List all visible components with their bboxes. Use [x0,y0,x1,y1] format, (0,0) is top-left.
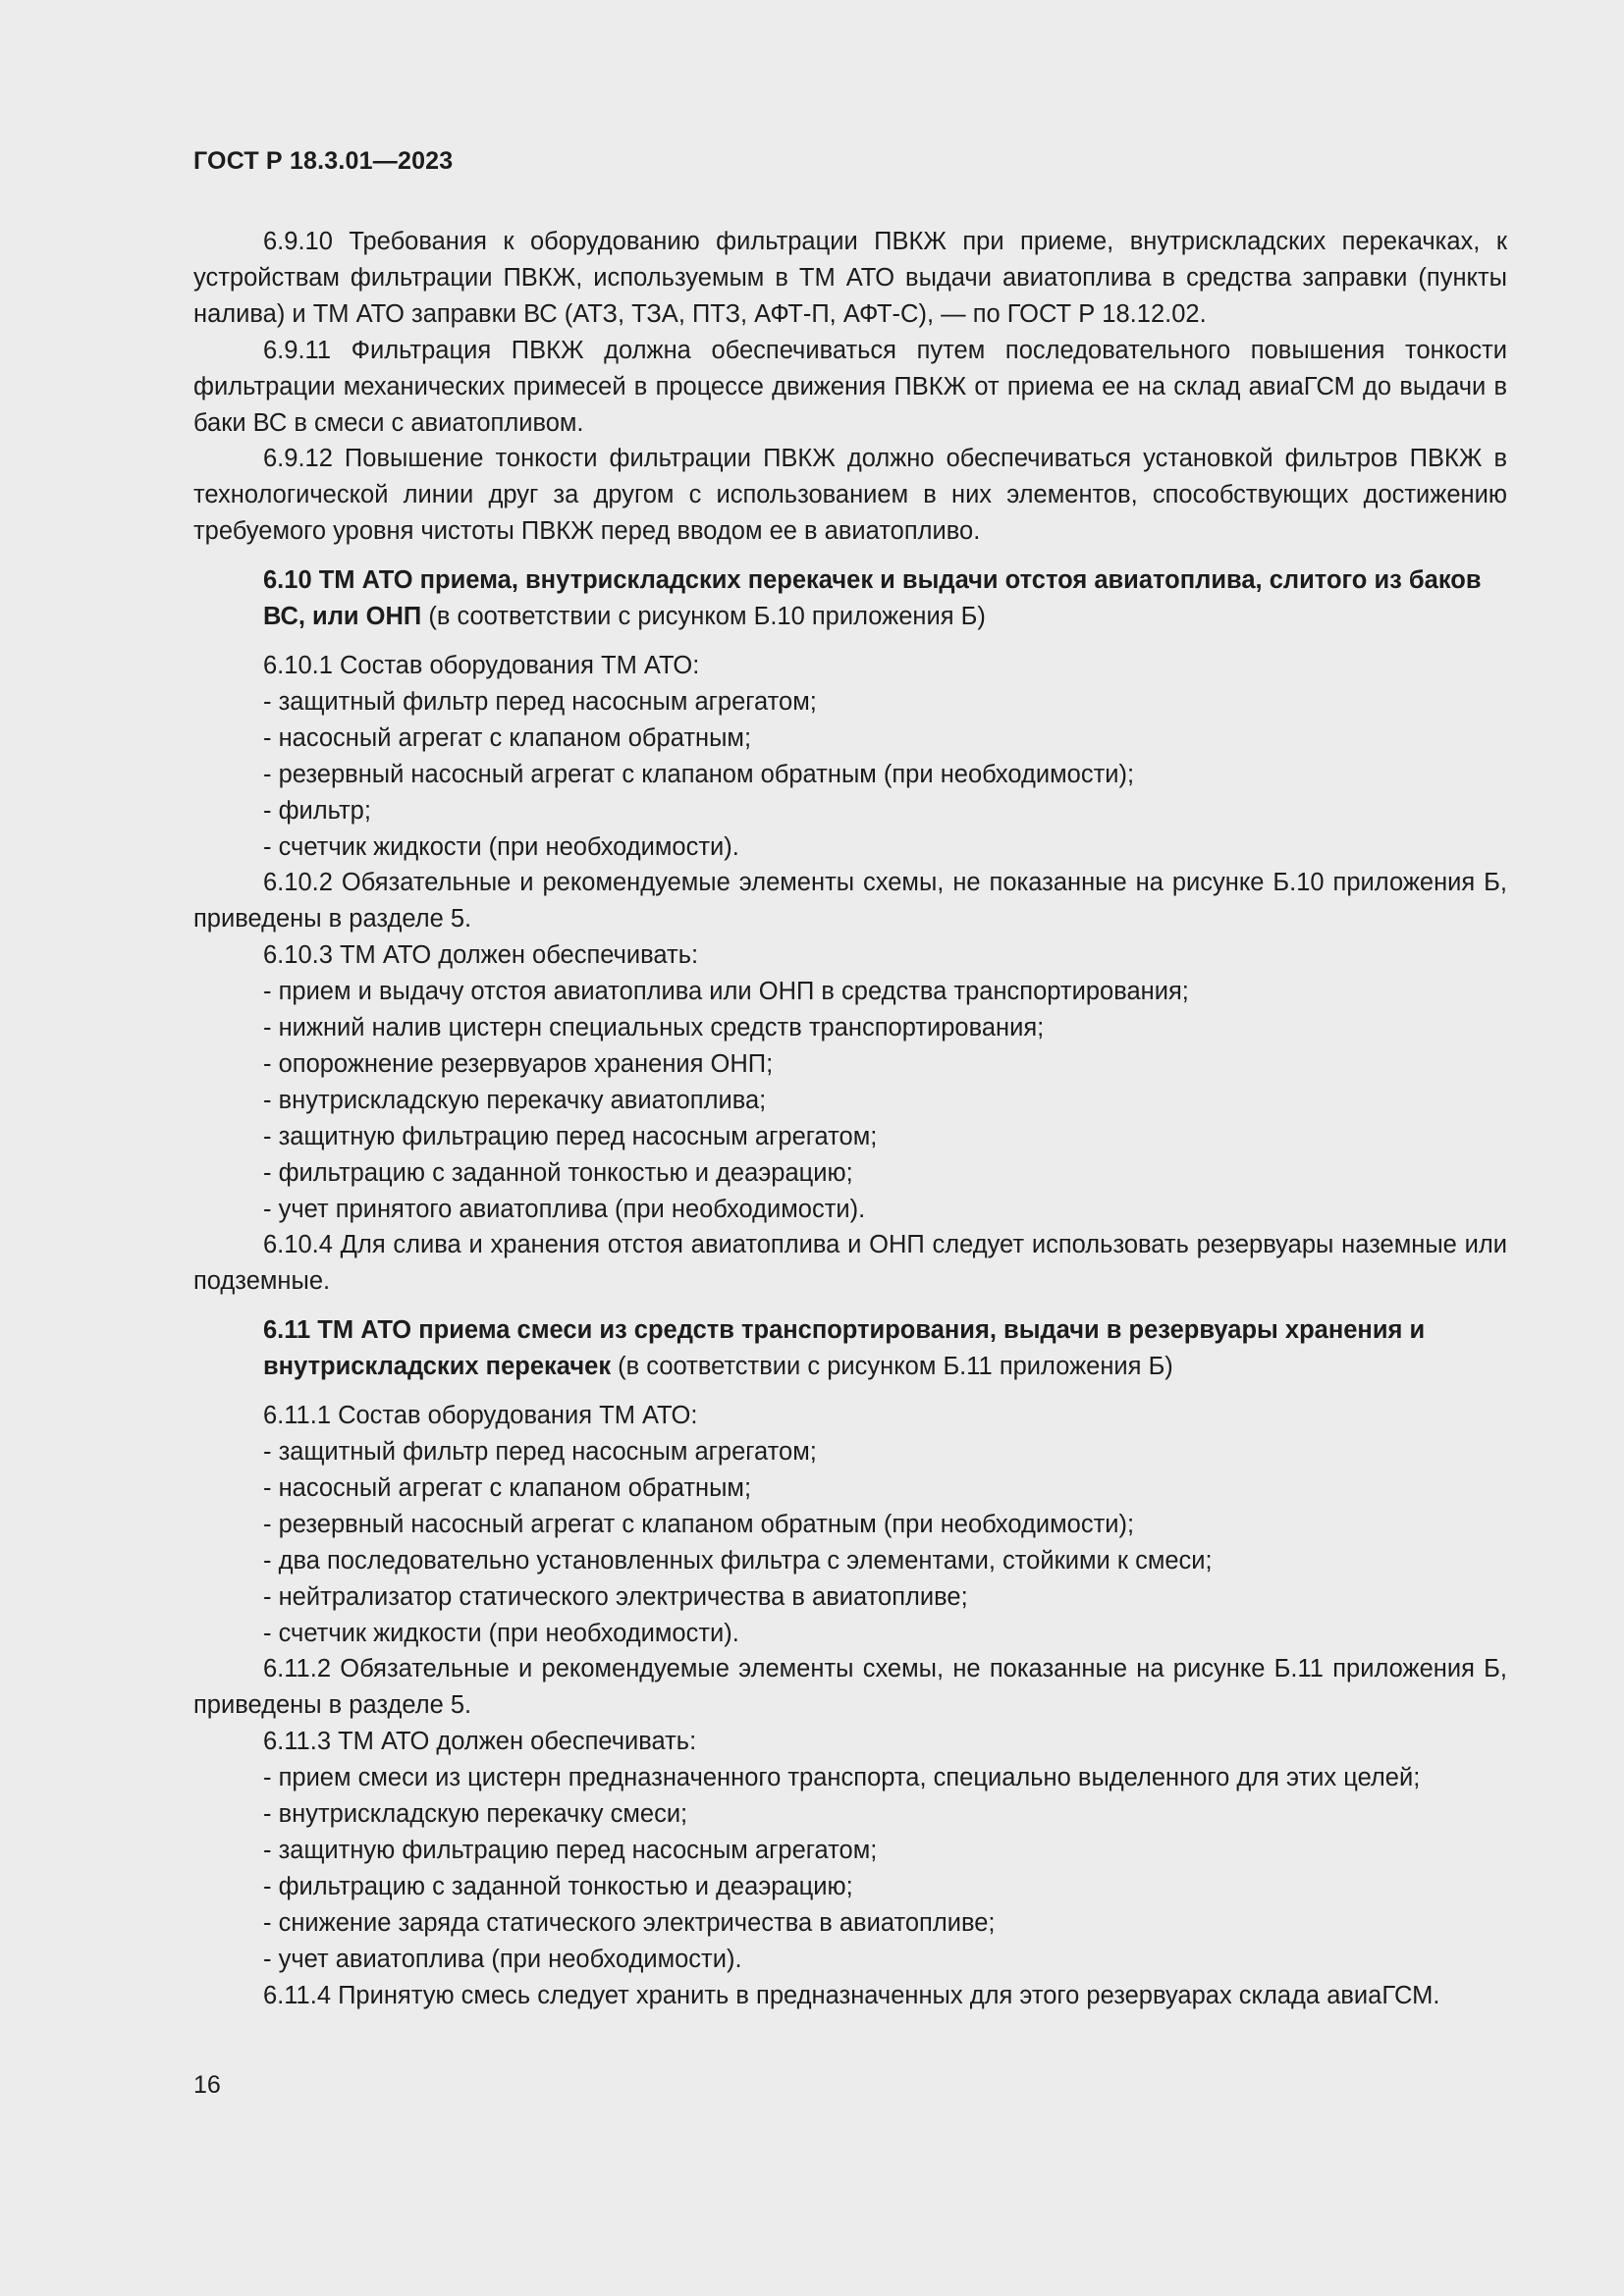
paragraph: 6.9.11 Фильтрация ПВКЖ должна обеспечиваться путем последовательного повышения тонкости фильтрации механических примесей в процессе движения ПВКЖ от приема ее на склад авиаГСМ до выдачи в баки ВС в смеси с авиатопливом. [193,336,1507,437]
list-item: - защитную фильтрацию перед насосным агрегатом; [263,1122,878,1150]
list-item: - защитный фильтр перед насосным агрегатом; [263,687,817,716]
paragraph: 6.11.4 Принятую смесь следует хранить в предназначенных для этого резервуарах склада авиаГСМ. [263,1981,1440,2009]
page-number: 16 [193,2071,221,2099]
list-item: - счетчик жидкости (при необходимости). [263,1619,739,1647]
paragraph: 6.10.4 Для слива и хранения отстоя авиатоплива и ОНП следует использовать резервуары наземные или подземные. [193,1231,1507,1296]
list-item: - внутрискладскую перекачку смеси; [263,1800,688,1829]
section-heading-title: 6.11 ТМ АТО приема смеси из средств транспортирования, выдачи в резервуары хранения и внутрискладских перекачек [263,1316,1426,1381]
list-item: - снижение заряда статического электричества в авиатопливе; [263,1908,996,1937]
list-item: 6.10.3 ТМ АТО должен обеспечивать: [263,941,699,970]
list-item: 6.11.1 Состав оборудования ТМ АТО: [263,1402,698,1430]
section-heading-reference: (в соответствии с рисунком Б.11 приложения Б) [611,1353,1173,1381]
section-heading-reference: (в соответствии с рисунком Б.10 приложения Б) [421,603,986,631]
list-item: - прием и выдачу отстоя авиатоплива или ОНП в средства транспортирования; [263,978,1189,1006]
list-item: - резервный насосный агрегат с клапаном обратным (при необходимости); [263,760,1135,788]
list-item: - насосный агрегат с клапаном обратным; [263,1473,752,1502]
list-item: - фильтрацию с заданной тонкостью и деаэрацию; [263,1872,853,1900]
list-item: - защитный фильтр перед насосным агрегатом; [263,1438,817,1466]
list-item: - счетчик жидкости (при необходимости). [263,832,739,861]
paragraph: 6.9.10 Требования к оборудованию фильтрации ПВКЖ при приеме, внутрискладских перекачках, к устройствам фильтрации ПВКЖ, используемым в ТМ АТО выдачи авиатоплива в средства заправки (пункты налива) и ТМ АТО заправки ВС (АТЗ, ТЗА, ПТЗ, АФТ-П, АФТ-С), — по ГОСТ Р 18.12.02. [193,228,1507,328]
list-item: 6.10.1 Состав оборудования ТМ АТО: [263,651,700,679]
list-item: - фильтр; [263,796,371,825]
list-item: - нейтрализатор статического электричества в авиатопливе; [263,1582,968,1611]
list-item: - учет принятого авиатоплива (при необходимости). [263,1195,866,1223]
list-item: - защитную фильтрацию перед насосным агрегатом; [263,1836,878,1864]
list-item: - два последовательно установленных фильтра с элементами, стойкими к смеси; [263,1546,1213,1575]
section-heading [193,1312,1507,1385]
list-item: - насосный агрегат с клапаном обратным; [263,723,752,752]
paragraph: 6.9.12 Повышение тонкости фильтрации ПВКЖ должно обеспечиваться установкой фильтров ПВКЖ в технологической линии друг за другом с использованием в них элементов, способствующих достижению требуемого уровня чистоты ПВКЖ перед вводом ее в авиатопливо. [193,445,1507,546]
document-body [193,224,1507,2014]
paragraph: 6.10.2 Обязательные и рекомендуемые элементы схемы, не показанные на рисунке Б.10 приложения Б, приведены в разделе 5. [193,869,1507,934]
list-item: - нижний налив цистерн специальных средств транспортирования; [263,1014,1045,1042]
list-item: - внутрискладскую перекачку авиатоплива; [263,1086,767,1114]
section-heading [193,562,1507,635]
document-header: ГОСТ Р 18.3.01—2023 [193,147,454,175]
list-item: - опорожнение резервуаров хранения ОНП; [263,1049,774,1078]
paragraph: 6.11.2 Обязательные и рекомендуемые элементы схемы, не показанные на рисунке Б.11 приложения Б, приведены в разделе 5. [193,1655,1507,1720]
list-item: - фильтрацию с заданной тонкостью и деаэрацию; [263,1158,853,1187]
list-item: - резервный насосный агрегат с клапаном обратным (при необходимости); [263,1510,1135,1538]
list-item: 6.11.3 ТМ АТО должен обеспечивать: [263,1728,697,1756]
section-heading-title: 6.10 ТМ АТО приема, внутрискладских перекачек и выдачи отстоя авиатоплива, слитого из баков ВС, или ОНП [263,566,1482,631]
list-item: - учет авиатоплива (при необходимости). [263,1945,742,1973]
list-item: - прием смеси из цистерн предназначенного транспорта, специально выделенного для этих целей; [263,1764,1421,1792]
